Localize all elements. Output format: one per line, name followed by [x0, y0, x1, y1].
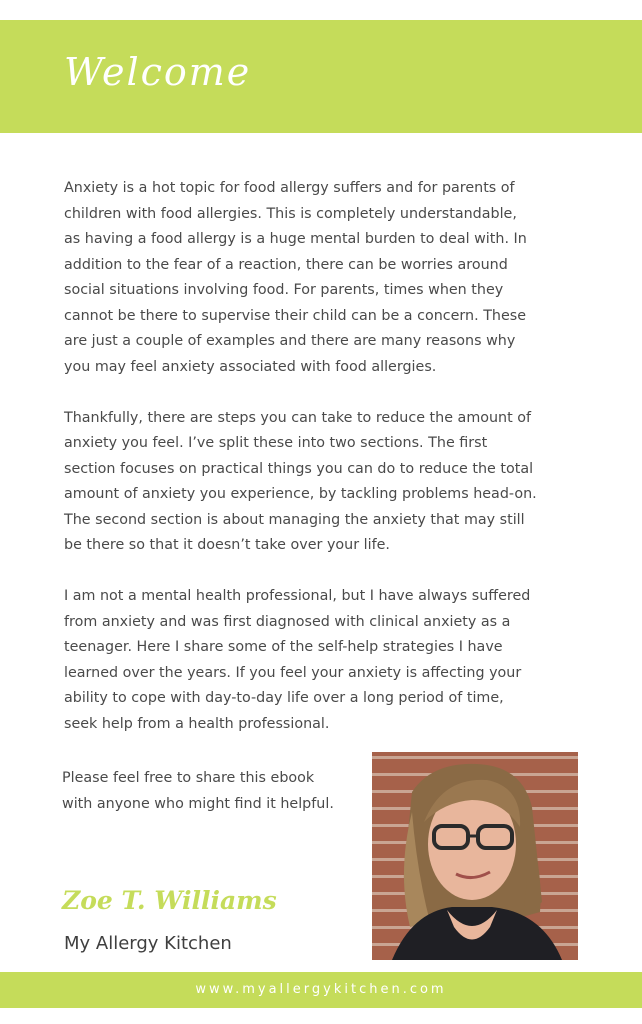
website-link[interactable]: www.myallergykitchen.com: [195, 982, 447, 997]
author-photo: [372, 752, 578, 960]
author-signature: Zoe T. Williams: [62, 886, 277, 915]
paragraph-intro: Anxiety is a hot topic for food allergy suffers and for parents of children with food allergies. This is completely understandable, as having a food allergy is a huge mental burden to deal with. In addition to the fear of a reaction, there can be worries around social situations involving food. For parents, times when they cannot be there to supervise their child can be a concern. These are just a couple of examples and there are many reasons why you may feel anxiety associated with food allergies.: [64, 180, 527, 375]
header-banner: [0, 20, 642, 133]
page-title: Welcome: [64, 50, 252, 94]
brand-name: My Allergy Kitchen: [64, 933, 232, 954]
share-note: Please feel free to share this ebook with anyone who might find it helpful.: [62, 770, 334, 812]
body-text: [64, 176, 584, 763]
footer-banner: [0, 972, 642, 1008]
paragraph-steps: Thankfully, there are steps you can take to reduce the amount of anxiety you feel. I’ve split these into two sections. The first section focuses on practical things you can do to reduce the total amount of anxiety you experience, by tackling problems head-on. The second section is about managing the anxiety that may still be there so that it doesn’t take over your life.: [64, 409, 537, 553]
author-portrait-image: [372, 752, 578, 960]
paragraph-disclaimer: I am not a mental health professional, but I have always suffered from anxiety and was first diagnosed with clinical anxiety as a teenager. Here I share some of the self-help strategies I have learned over the years. If you feel your anxiety is affecting your ability to cope with day-to-day life over a long period of time, seek help from a health professional.: [64, 588, 531, 732]
